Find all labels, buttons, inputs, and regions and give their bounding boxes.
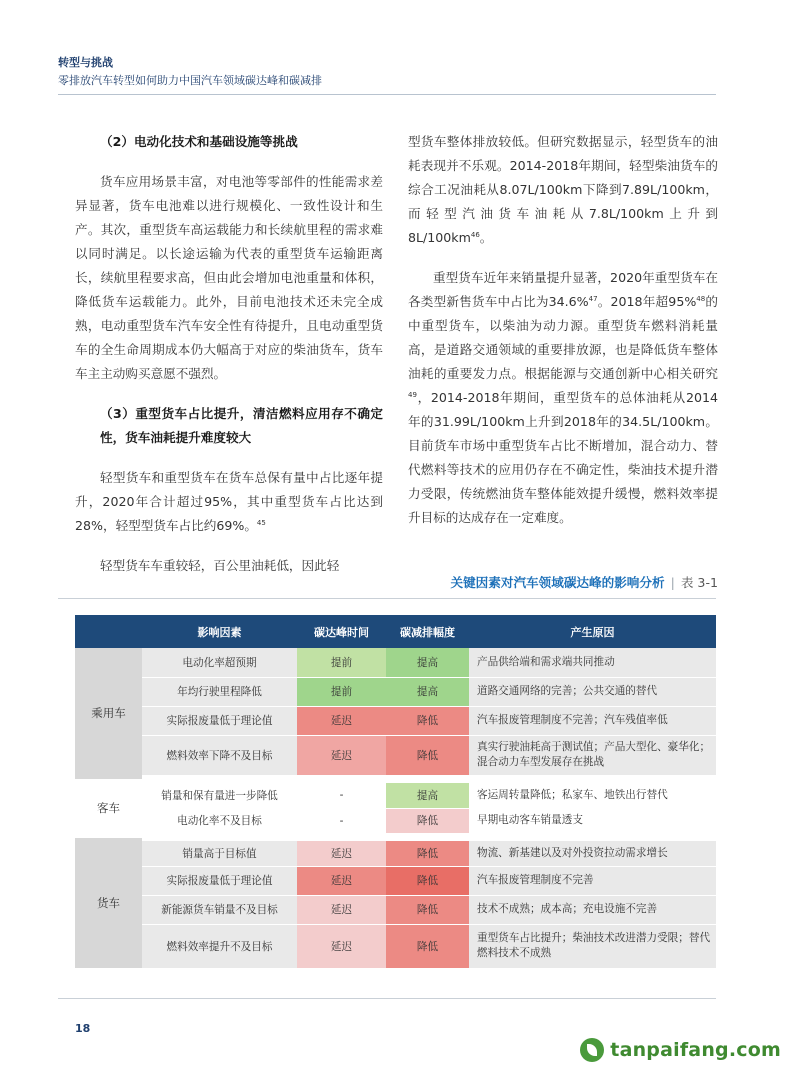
factor-cell: 销量和保有量进一步降低 — [142, 779, 297, 808]
footnote-ref: 49 — [408, 390, 417, 399]
peak-cell: 延迟 — [297, 895, 386, 924]
paragraph-text: 。2018年超95% — [597, 294, 697, 309]
paragraph-text: ，2014-2018年期间，重型货车的总体油耗从2014年的31.99L/100km上升到2018年的34.5L/100km。目前货车市场中重型货车占比不断增加，混合动力、替代燃料等技术的应用仍存在不确定性，柴油技术提升潜力受限，传统燃油货车整体能效提升缓慢，燃料效率提升目标的达成存在一定难度。 — [408, 390, 718, 525]
header-cell: 碳达峰时间 — [297, 615, 386, 648]
reduction-cell: 提高 — [386, 677, 469, 706]
reduction-cell: 降低 — [386, 924, 469, 968]
factor-cell: 实际报废量低于理论值 — [142, 706, 297, 735]
table-row — [75, 648, 716, 677]
factor-cell: 实际报废量低于理论值 — [142, 866, 297, 895]
section-heading-2: （2）电动化技术和基础设施等挑战 — [100, 134, 298, 149]
table-row — [75, 677, 716, 706]
section-heading-3: （3）重型货车占比提升，清洁燃料应用存不确定性，货车油耗提升难度较大 — [100, 406, 383, 445]
reason-cell: 真实行驶油耗高于测试值；产品大型化、豪华化；混合动力车型发展存在挑战 — [469, 735, 716, 779]
table-title: 关键因素对汽车领域碳达峰的影响分析 — [450, 575, 665, 590]
paragraph: 轻型货车车重较轻，百公里油耗低，因此轻 — [100, 558, 340, 573]
reason-cell: 技术不成熟；成本高；充电设施不完善 — [469, 895, 716, 924]
table-top-rule — [58, 598, 716, 599]
table-caption — [450, 572, 718, 591]
reason-cell: 产品供给端和需求端共同推动 — [469, 648, 716, 677]
reason-cell: 早期电动客车销量透支 — [469, 808, 716, 837]
page-number: 18 — [75, 1022, 91, 1035]
left-column — [75, 130, 383, 578]
table-row — [75, 924, 716, 968]
table-row — [75, 706, 716, 735]
impact-table — [75, 615, 716, 969]
group-label-passenger: 乘用车 — [75, 648, 142, 779]
reason-cell: 汽车报废管理制度不完善；汽车残值率低 — [469, 706, 716, 735]
reason-cell: 客运周转量降低；私家车、地铁出行替代 — [469, 779, 716, 808]
header-cell: 碳减排幅度 — [386, 615, 469, 648]
leaf-logo-icon — [580, 1038, 604, 1062]
reason-cell: 汽车报废管理制度不完善 — [469, 866, 716, 895]
footnote-ref: 46 — [470, 230, 480, 239]
peak-cell: - — [297, 808, 386, 837]
paragraph-text: 。 — [479, 230, 493, 245]
reduction-cell: 提高 — [386, 648, 469, 677]
table-row — [75, 866, 716, 895]
paragraph — [408, 130, 718, 250]
table-row — [75, 837, 716, 866]
brand-watermark — [580, 1038, 781, 1062]
paragraph-text: 轻型货车和重型货车在货车总保有量中占比逐年提升，2020年合计超过95%，其中重型货车占比达到28%，轻型型货车占比约69%。 — [75, 470, 383, 533]
table-header-row — [75, 615, 716, 648]
running-header-subtitle: 零排放汽车转型如何助力中国汽车领域碳达峰和碳减排 — [58, 74, 322, 87]
table-number: 表 3-1 — [680, 575, 718, 590]
factor-cell: 电动化率不及目标 — [142, 808, 297, 837]
paragraph: 货车应用场景丰富，对电池等零部件的性能需求差异显著，货车电池难以进行规模化、一致性设计和生产。其次，重型货车高运载能力和长续航里程的需求难以同时满足。以长途运输为代表的重型货车运输距离长，续航里程要求高，但由此会增加电池重量和体积，降低货车运载能力。此外，目前电池技术还未完全成熟，电动重型货车汽车安全性有待提升，且电动重型货车的全生命周期成本仍大幅高于对应的柴油货车，货车车主主动购买意愿不强烈。 — [75, 174, 383, 381]
factor-cell: 年均行驶里程降低 — [142, 677, 297, 706]
table-row — [75, 735, 716, 779]
reason-cell: 重型货车占比提升；柴油技术改进潜力受限；替代燃料技术不成熟 — [469, 924, 716, 968]
reduction-cell: 降低 — [386, 866, 469, 895]
footnote-ref: 47 — [588, 294, 598, 303]
peak-cell: 延迟 — [297, 706, 386, 735]
reduction-cell: 提高 — [386, 779, 469, 808]
peak-cell: 延迟 — [297, 924, 386, 968]
factor-cell: 销量高于目标值 — [142, 837, 297, 866]
paragraph-text: 的中重型货车，以柴油为动力源。重型货车燃料消耗量高，是道路交通领域的重要排放源，也是降低货车整体油耗的重要发力点。根据能源与交通创新中心相关研究 — [408, 294, 718, 381]
group-label-truck: 货车 — [75, 837, 142, 968]
table-row — [75, 895, 716, 924]
factor-cell: 燃料效率下降不及目标 — [142, 735, 297, 779]
reduction-cell: 降低 — [386, 706, 469, 735]
brand-text: tanpaifang.com — [610, 1039, 781, 1061]
reduction-cell: 降低 — [386, 808, 469, 837]
table-row — [75, 779, 716, 808]
factor-cell: 电动化率超预期 — [142, 648, 297, 677]
header-cell: 产生原因 — [469, 615, 716, 648]
reduction-cell: 降低 — [386, 895, 469, 924]
factor-cell: 新能源货车销量不及目标 — [142, 895, 297, 924]
reason-cell: 道路交通网络的完善；公共交通的替代 — [469, 677, 716, 706]
header-cell: 影响因素 — [142, 615, 297, 648]
right-column — [408, 130, 718, 530]
paragraph — [408, 266, 718, 530]
paragraph-text: 型货车整体排放较低。但研究数据显示，轻型货车的油耗表现并不乐观。2014-2018年期间，轻型柴油货车的综合工况油耗从8.07L/100km下降到7.89L/100km，而轻型汽油货车油耗从7.8L/100km上升到8L/100km — [408, 134, 718, 245]
reduction-cell: 降低 — [386, 837, 469, 866]
factor-cell: 燃料效率提升不及目标 — [142, 924, 297, 968]
table-bottom-rule — [58, 998, 716, 999]
table-row — [75, 808, 716, 837]
group-label-bus: 客车 — [75, 779, 142, 837]
peak-cell: 提前 — [297, 648, 386, 677]
reason-cell: 物流、新基建以及对外投资拉动需求增长 — [469, 837, 716, 866]
footnote-ref: 48 — [696, 294, 706, 303]
peak-cell: 延迟 — [297, 735, 386, 779]
peak-cell: 延迟 — [297, 866, 386, 895]
reduction-cell: 降低 — [386, 735, 469, 779]
peak-cell: 提前 — [297, 677, 386, 706]
caption-separator: | — [670, 575, 675, 590]
footnote-ref: 45 — [256, 518, 266, 527]
paragraph — [75, 466, 383, 538]
running-header-title: 转型与挑战 — [58, 56, 113, 69]
paragraph-text: 重型货车近年来销量提升显著，2020年重型货车在各类型新售货车中占比为34.6% — [408, 270, 718, 309]
header-divider — [58, 94, 716, 95]
header-cell — [75, 615, 142, 648]
peak-cell: 延迟 — [297, 837, 386, 866]
peak-cell: - — [297, 779, 386, 808]
